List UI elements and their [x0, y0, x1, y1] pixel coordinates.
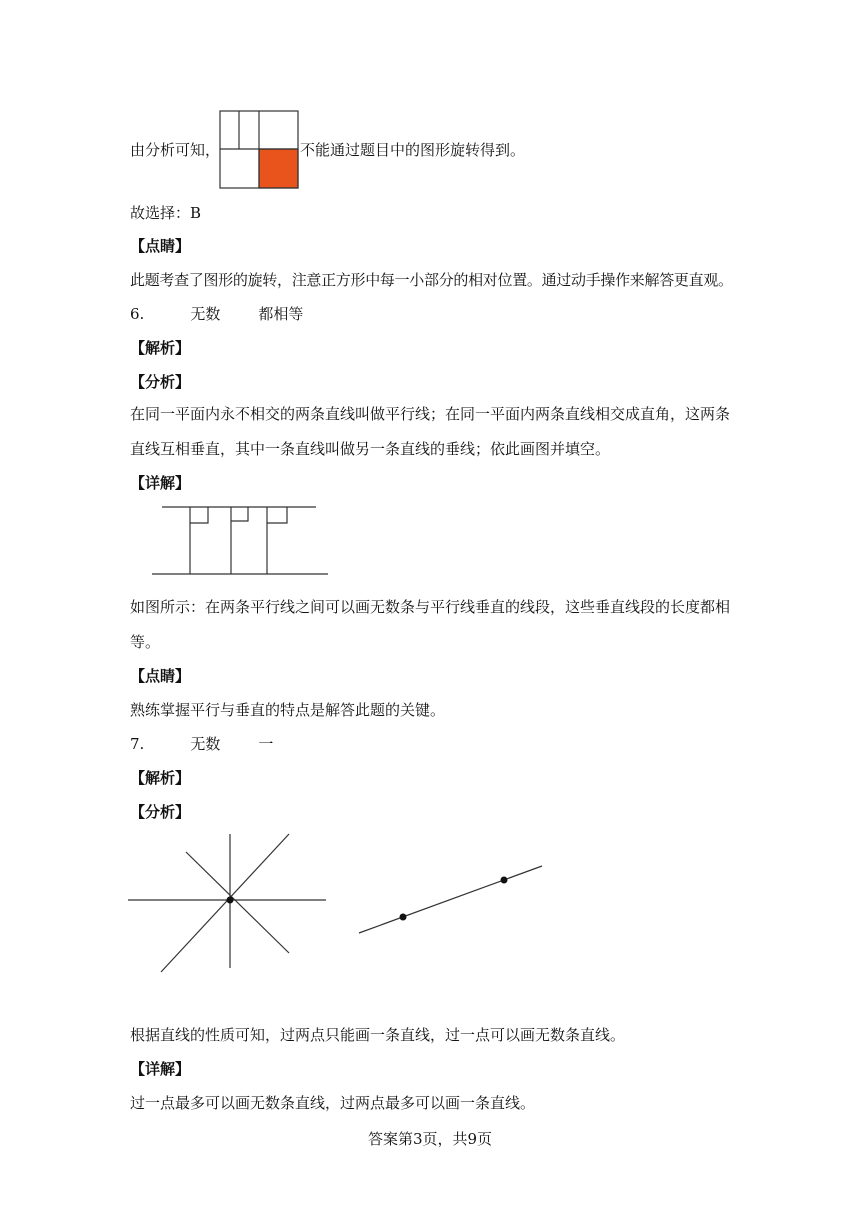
square-figure — [219, 110, 299, 190]
shaded-cell — [259, 149, 298, 188]
question-7-number: 7. — [130, 735, 145, 753]
point-a — [400, 914, 407, 921]
heading-jiexi-7: 【解析】 — [130, 769, 191, 787]
question-7-answer-1: 无数 — [190, 735, 221, 753]
line-through-two-points-figure — [358, 864, 544, 936]
heading-dianjing-6: 【点睛】 — [130, 667, 191, 685]
center-point — [227, 897, 234, 904]
point-b — [501, 877, 508, 884]
fenxi-text-7: 根据直线的性质可知，过两点只能画一条直线，过一点可以画无数条直线。 — [130, 1026, 626, 1044]
answer-line: 故选择：B — [130, 204, 202, 222]
question-7-answer-2: 一 — [258, 735, 274, 753]
question-6-answer-2: 都相等 — [258, 305, 304, 323]
dianjing-text-6: 熟练掌握平行与垂直的特点是解答此题的关键。 — [130, 701, 446, 719]
question-6-answer-1: 无数 — [190, 305, 221, 323]
line-through-points — [359, 866, 542, 933]
fenxi-text-6: 在同一平面内永不相交的两条直线叫做平行线；在同一平面内两条直线相交成直角，这两条直线互相垂直，其中一条直线叫做另一条直线的垂线；依此画图并填空。 — [130, 405, 731, 458]
question-6-number: 6. — [130, 305, 145, 323]
parallel-lines-figure — [150, 500, 330, 580]
analysis-conclusion — [130, 139, 220, 160]
right-angle-mark — [190, 507, 208, 523]
lines-through-point-figure — [128, 832, 328, 972]
right-angle-mark — [267, 507, 287, 523]
question-6-answer — [130, 303, 303, 324]
dianjing-text-1: 此题考查了图形的旋转，注意正方形中每一小部分的相对位置。通过动手操作来解答更直观。 — [130, 271, 733, 289]
xiangjie-text-7: 过一点最多可以画无数条直线，过两点最多可以画一条直线。 — [130, 1094, 536, 1112]
right-angle-mark — [231, 507, 248, 521]
heading-fenxi-6: 【分析】 — [130, 373, 191, 391]
heading-xiangjie-7: 【详解】 — [130, 1060, 191, 1078]
conclusion-prefix: 由分析可知， — [130, 141, 221, 159]
heading-xiangjie-6: 【详解】 — [130, 474, 191, 492]
heading-jiexi-6: 【解析】 — [130, 339, 191, 357]
conclusion-suffix: 不能通过题目中的图形旋转得到。 — [300, 141, 526, 159]
heading-fenxi-7: 【分析】 — [130, 803, 191, 821]
xiangjie-text-6: 如图所示：在两条平行线之间可以画无数条与平行线垂直的线段，这些垂直线段的长度都相等。 — [130, 598, 731, 651]
question-7-answer — [130, 733, 273, 754]
heading-dianjing-1: 【点睛】 — [130, 237, 191, 255]
diagonal-line — [161, 834, 289, 972]
page-footer: 答案第3页，共9页 — [367, 1130, 493, 1148]
diagonal-line — [186, 852, 289, 953]
